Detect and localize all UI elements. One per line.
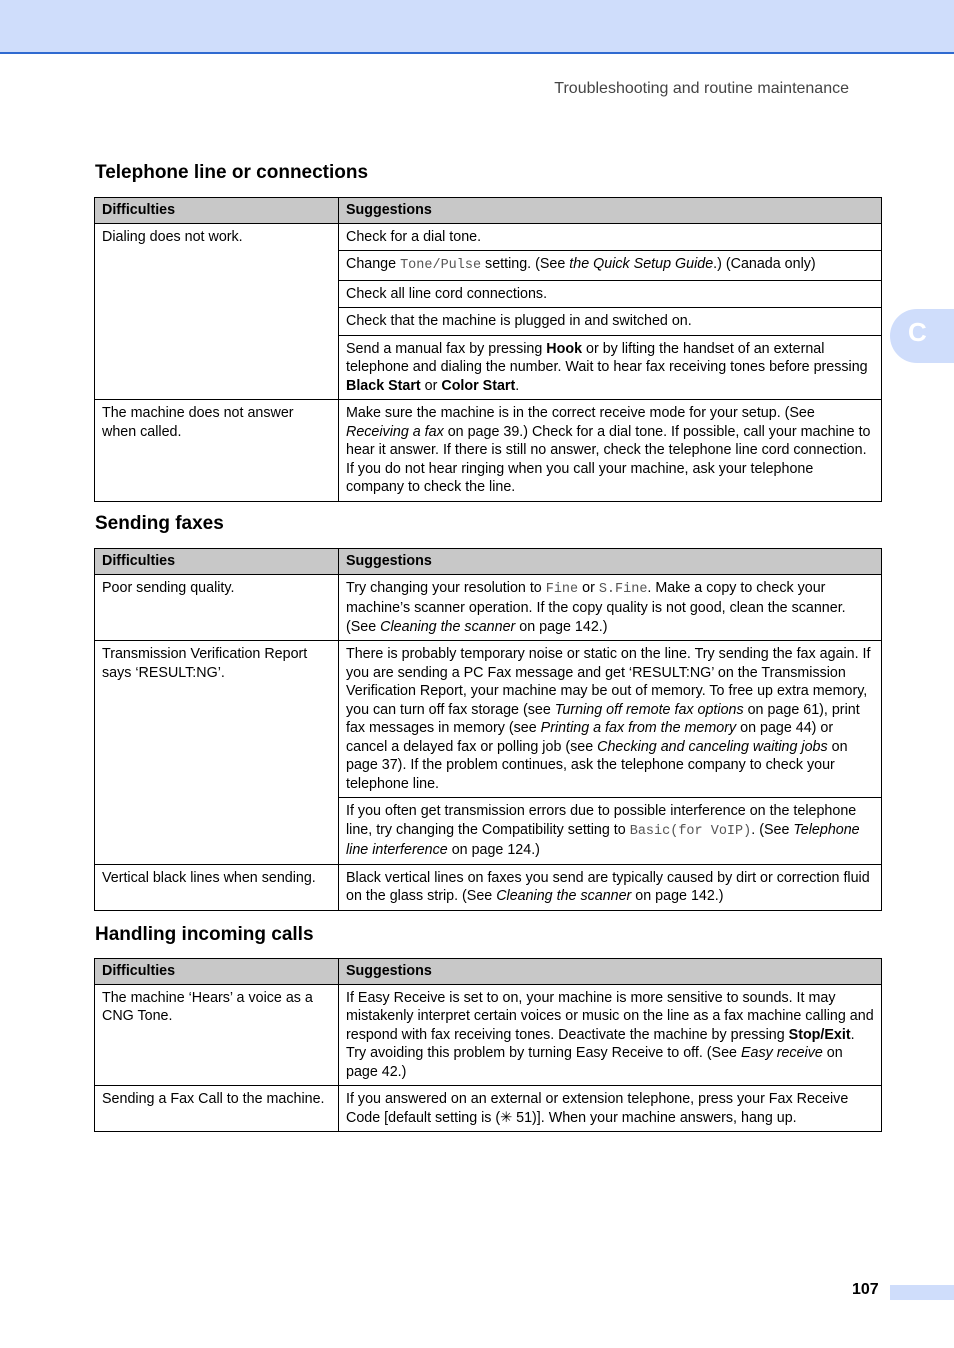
difficulties-header: Difficulties (95, 959, 339, 985)
chapter-tab (890, 309, 954, 363)
suggestion-cell: Send a manual fax by pressing Hook or by lifting the handset of an external telephone and dialing the number. Wait to hear fax receiving tones before pressing Black Start or Color Start. (339, 335, 882, 400)
difficulty-cell: Dialing does not work. (95, 223, 339, 400)
difficulty-cell: The machine ‘Hears’ a voice as a CNG Tone. (95, 984, 339, 1086)
difficulty-cell: Vertical black lines when sending. (95, 864, 339, 910)
difficulties-header: Difficulties (95, 549, 339, 575)
suggestions-header: Suggestions (339, 198, 882, 224)
footer-tab (890, 1285, 954, 1300)
chapter-letter: C (908, 317, 927, 347)
table-row (95, 400, 882, 502)
section-title-sending: Sending faxes (95, 513, 224, 534)
difficulty-cell: The machine does not answer when called. (95, 400, 339, 502)
suggestion-cell: Check all line cord connections. (339, 280, 882, 308)
running-header: Troubleshooting and routine maintenance (554, 80, 849, 97)
difficulty-cell: Sending a Fax Call to the machine. (95, 1086, 339, 1132)
table-row (95, 574, 882, 641)
table-header-row (95, 549, 882, 575)
suggestion-cell: Check that the machine is plugged in and switched on. (339, 308, 882, 336)
suggestion-cell: If you answered on an external or extension telephone, press your Fax Receive Code [default setting is (✳ 51)]. When your machine answers, hang up. (339, 1086, 882, 1132)
suggestions-header: Suggestions (339, 959, 882, 985)
table-row (95, 984, 882, 1086)
table-header-row (95, 959, 882, 985)
difficulties-header: Difficulties (95, 198, 339, 224)
difficulty-cell: Transmission Verification Report says ‘RESULT:NG’. (95, 641, 339, 865)
page-number: 107 (852, 1281, 879, 1298)
suggestion-cell: If you often get transmission errors due to possible interference on the telephone line, try changing the Compatibility setting to Basic(for VoIP). (See Telephone line interference on page 124.) (339, 798, 882, 865)
table-header-row (95, 198, 882, 224)
suggestion-cell: There is probably temporary noise or static on the line. Try sending the fax again. If you are sending a PC Fax message and get ‘RESULT:NG’ on the Transmission Verification Report, your machine may be out of memory. To free up extra memory, you can turn off fax storage (see Turning off remote fax options on page 61), print fax messages in memory (see Printing a fax from the memory on page 44) or cancel a delayed fax or polling job (see Checking and canceling waiting jobs on page 37). If the problem continues, ask the telephone company to check your telephone line. (339, 641, 882, 798)
sending-table (94, 548, 882, 911)
suggestion-cell: Black vertical lines on faxes you send are typically caused by dirt or correction fluid on the glass strip. (See Cleaning the scanner on page 142.) (339, 864, 882, 910)
table-row (95, 1086, 882, 1132)
suggestion-cell: Check for a dial tone. (339, 223, 882, 251)
incoming-table (94, 958, 882, 1132)
top-banner (0, 0, 954, 54)
section-title-telephone: Telephone line or connections (95, 162, 369, 183)
suggestion-cell: Try changing your resolution to Fine or S.Fine. Make a copy to check your machine’s scanner operation. If the copy quality is not good, clean the scanner. (See Cleaning the scanner on page 142.) (339, 574, 882, 641)
table-row (95, 864, 882, 910)
section-title-incoming: Handling incoming calls (95, 924, 314, 945)
table-row (95, 223, 882, 251)
suggestion-cell: If Easy Receive is set to on, your machine is more sensitive to sounds. It may mistakenly interpret certain voices or music on the line as a fax machine calling and respond with fax receiving tones. Deactivate the machine by pressing Stop/Exit. Try avoiding this problem by turning Easy Receive to off. (See Easy receive on page 42.) (339, 984, 882, 1086)
suggestion-cell: Change Tone/Pulse setting. (See the Quick Setup Guide.) (Canada only) (339, 251, 882, 281)
table-row (95, 641, 882, 798)
suggestions-header: Suggestions (339, 549, 882, 575)
difficulty-cell: Poor sending quality. (95, 574, 339, 641)
suggestion-cell: Make sure the machine is in the correct receive mode for your setup. (See Receiving a fax on page 39.) Check for a dial tone. If possible, call your machine to hear it answer. If there is still no answer, check the telephone line cord connection. If you do not hear ringing when you call your machine, ask your telephone company to check the line. (339, 400, 882, 502)
telephone-table (94, 197, 882, 502)
